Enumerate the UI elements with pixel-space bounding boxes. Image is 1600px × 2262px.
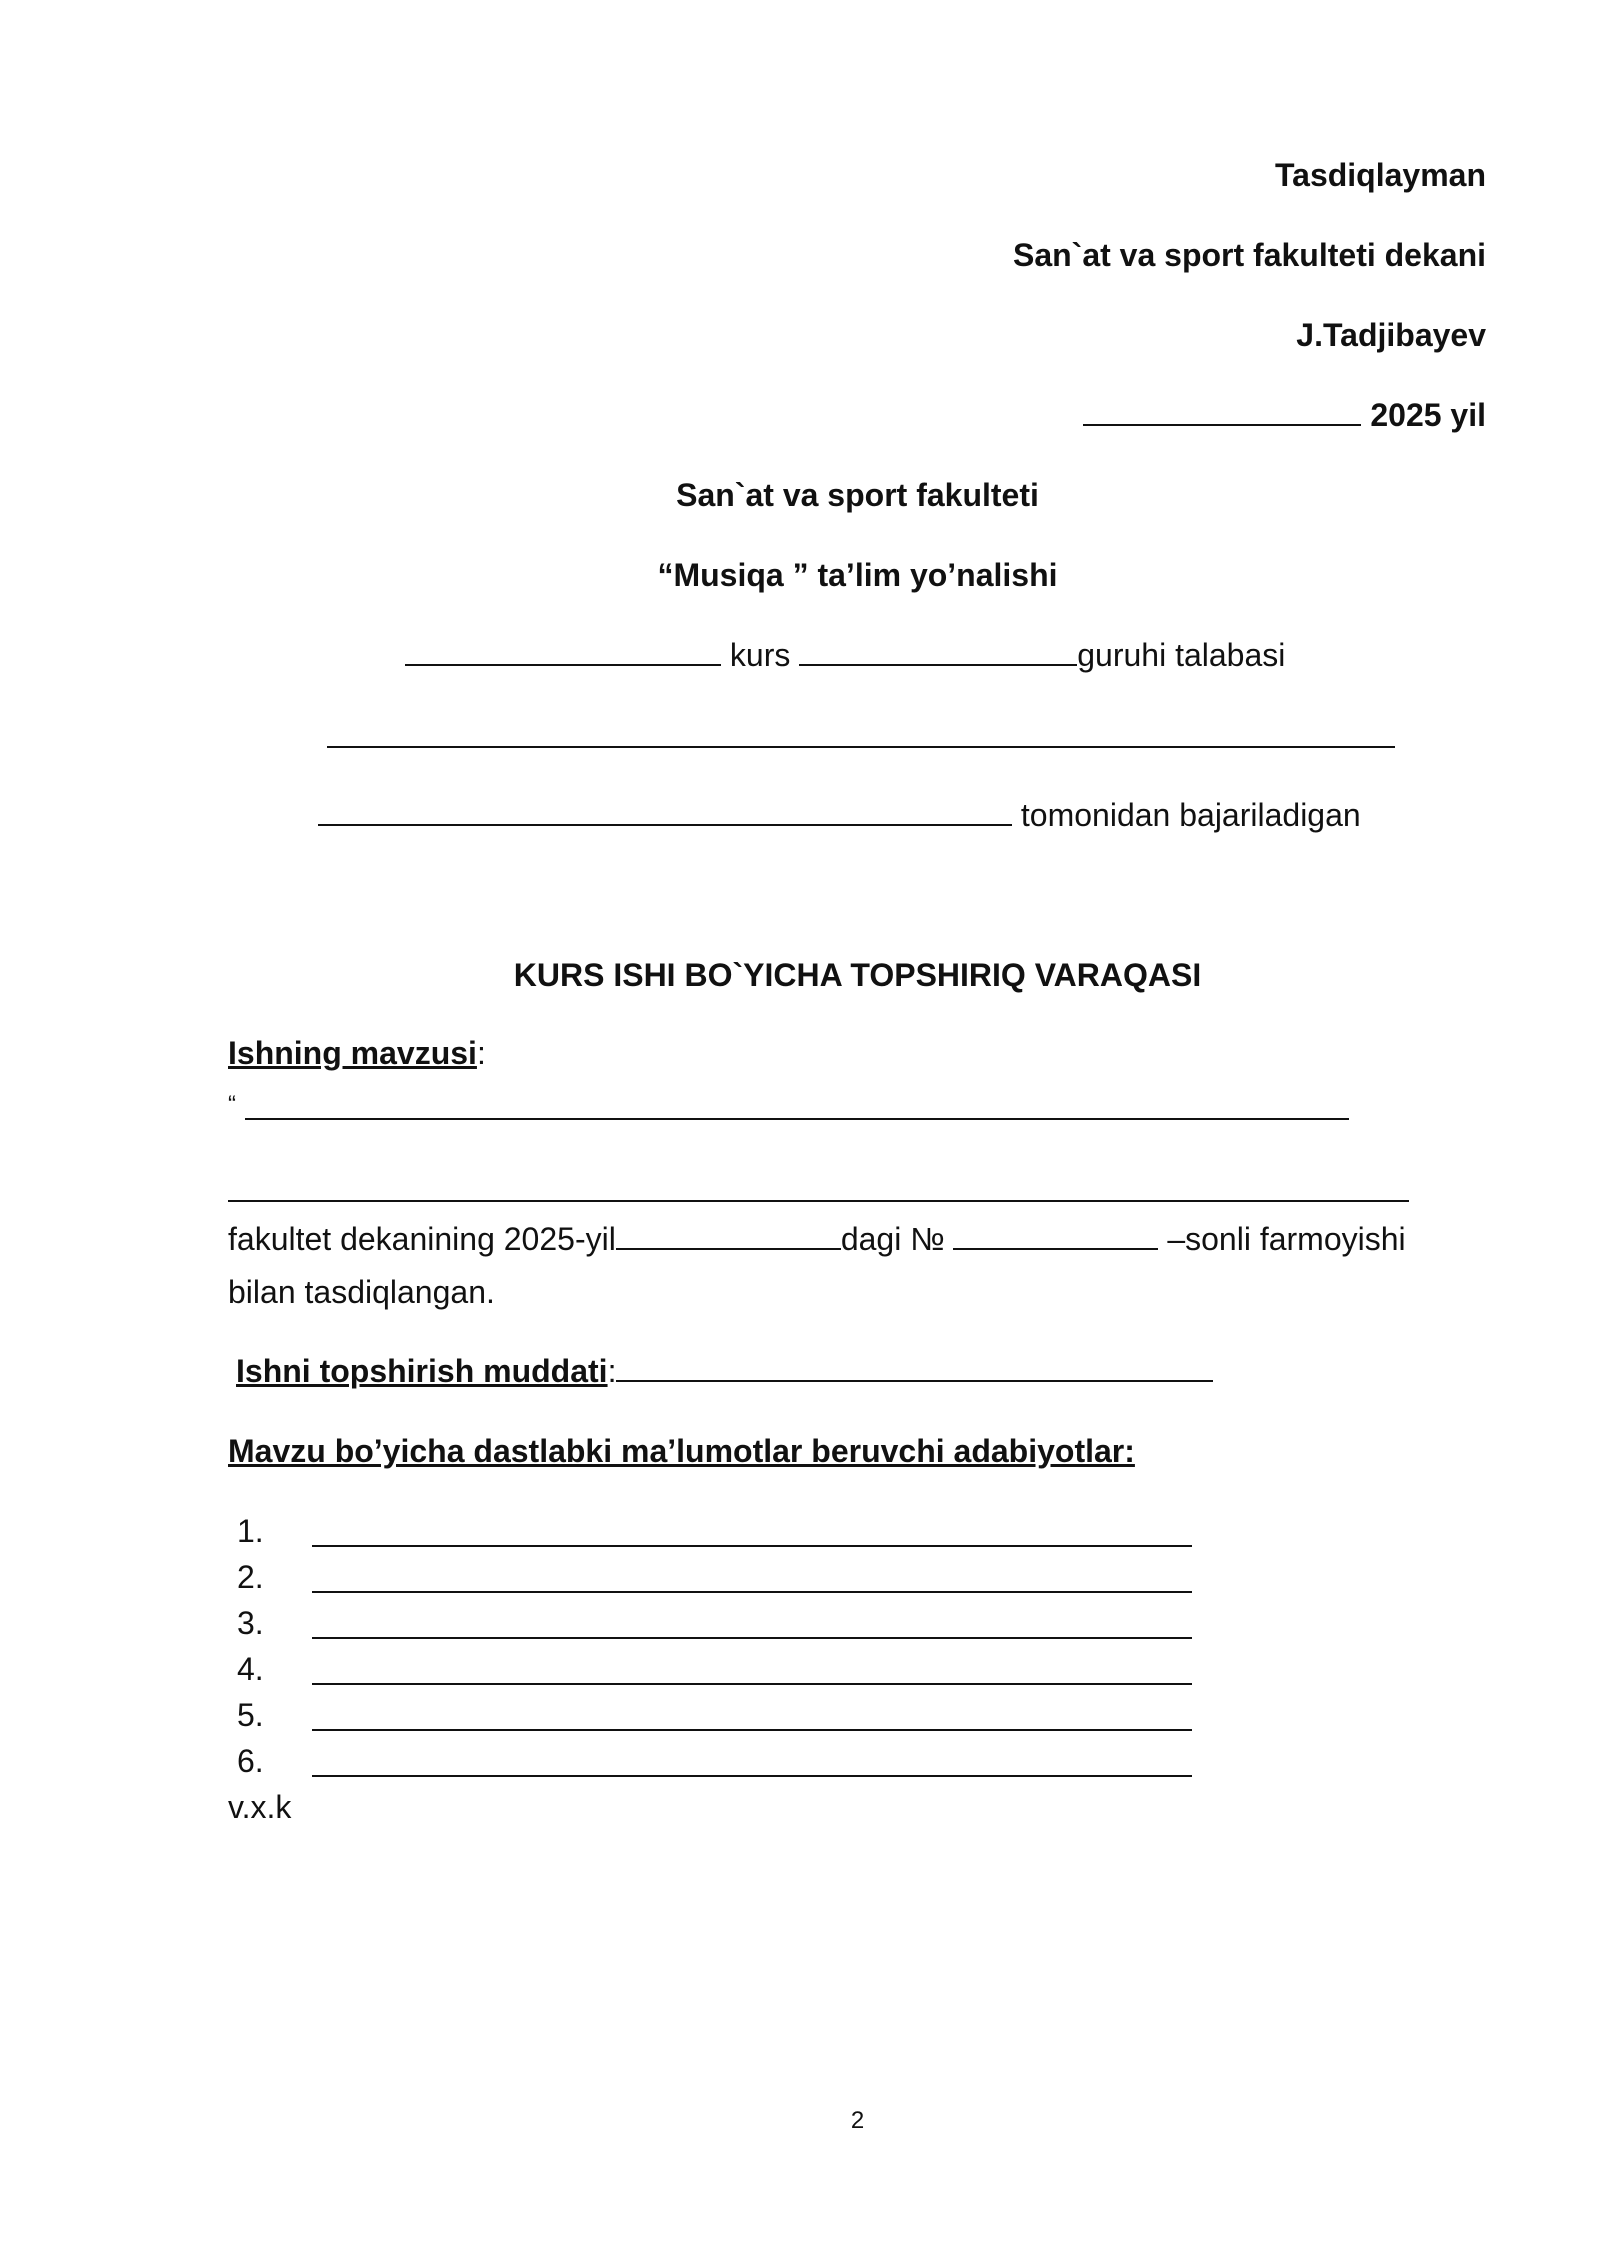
literature-line[interactable] <box>312 1683 1192 1685</box>
group-label: guruhi talabasi <box>1077 637 1286 673</box>
student-name-line[interactable] <box>327 746 1395 748</box>
deadline-line <box>236 1351 1213 1391</box>
performed-by-line <box>318 795 1361 835</box>
topic-line-2[interactable] <box>228 1200 1409 1202</box>
order-prefix: fakultet dekanining 2025-yil <box>228 1221 616 1257</box>
literature-number: 5. <box>237 1697 264 1733</box>
supervisor-blank[interactable] <box>318 796 1012 826</box>
direction-name: “Musiqa ” ta’lim yo’nalishi <box>657 557 1058 593</box>
deadline-blank[interactable] <box>616 1352 1213 1382</box>
literature-line[interactable] <box>312 1591 1192 1593</box>
approval-year: 2025 yil <box>1370 397 1486 433</box>
deadline-label: Ishni topshirish muddati <box>236 1353 608 1389</box>
literature-number: 1. <box>237 1513 264 1549</box>
order-suffix: –sonli farmoyishi <box>1167 1221 1406 1257</box>
literature-line[interactable] <box>312 1637 1192 1639</box>
approval-name: J.Tadjibayev <box>1296 317 1486 353</box>
order-line <box>228 1219 1406 1259</box>
literature-number: 3. <box>237 1605 264 1641</box>
approval-date <box>1083 395 1486 435</box>
literature-number: 2. <box>237 1559 264 1595</box>
order-middle: dagi № <box>840 1221 945 1257</box>
student-line <box>405 635 1285 675</box>
literature-line[interactable] <box>312 1729 1192 1731</box>
topic-line-1[interactable] <box>245 1118 1349 1120</box>
topic-open-quote: “ <box>228 1091 236 1118</box>
approval-position: San`at va sport fakulteti dekani <box>1012 237 1486 273</box>
kurs-label: kurs <box>729 637 791 673</box>
literature-line[interactable] <box>312 1545 1192 1547</box>
order-number-blank[interactable] <box>953 1220 1158 1250</box>
order-date-blank[interactable] <box>616 1220 841 1250</box>
deadline-colon: : <box>607 1353 617 1389</box>
faculty-name: San`at va sport fakulteti <box>676 477 1039 513</box>
literature-etc: v.x.k <box>228 1789 292 1825</box>
group-blank[interactable] <box>799 636 1077 666</box>
page-number: 2 <box>850 2107 865 2134</box>
document-title: KURS ISHI BO`YICHA TOPSHIRIQ VARAQASI <box>513 957 1202 993</box>
order-line-2: bilan tasdiqlangan. <box>228 1274 495 1310</box>
topic-heading <box>228 1033 486 1073</box>
literature-number: 4. <box>237 1651 264 1687</box>
literature-heading: Mavzu bo’yicha dastlabki ma’lumotlar beruvchi adabiyotlar: <box>228 1433 1135 1469</box>
kurs-blank[interactable] <box>405 636 721 666</box>
date-blank[interactable] <box>1083 396 1361 426</box>
literature-line[interactable] <box>312 1775 1192 1777</box>
performed-by-label: tomonidan bajariladigan <box>1020 797 1361 833</box>
topic-label: Ishning mavzusi <box>228 1035 477 1071</box>
literature-number: 6. <box>237 1743 264 1779</box>
topic-colon: : <box>476 1035 486 1071</box>
approval-title: Tasdiqlayman <box>1274 157 1486 193</box>
